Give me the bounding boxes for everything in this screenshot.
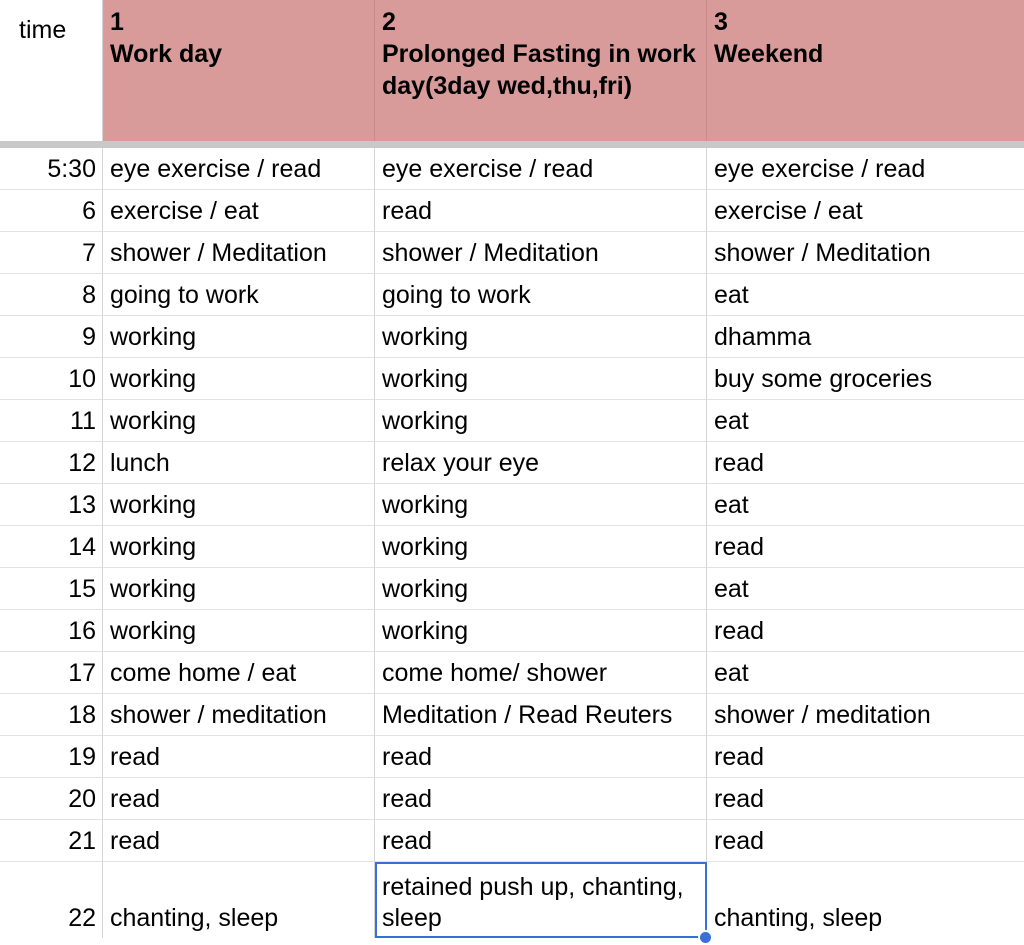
time-cell[interactable]: 16 xyxy=(0,610,103,652)
table-row xyxy=(0,568,1024,610)
work-day-cell[interactable]: shower / meditation xyxy=(103,694,375,736)
header-col3-number: 3 xyxy=(714,8,728,36)
time-cell[interactable]: 9 xyxy=(0,316,103,358)
work-day-cell[interactable]: working xyxy=(103,358,375,400)
weekend-cell[interactable]: eye exercise / read xyxy=(707,148,1024,190)
fasting-day-cell[interactable]: working xyxy=(375,316,707,358)
weekend-cell[interactable]: eat xyxy=(707,484,1024,526)
header-col1-number: 1 xyxy=(110,8,124,36)
time-cell[interactable]: 18 xyxy=(0,694,103,736)
fasting-day-cell[interactable]: going to work xyxy=(375,274,707,316)
work-day-cell[interactable]: working xyxy=(103,316,375,358)
table-row xyxy=(0,400,1024,442)
work-day-cell[interactable]: eye exercise / read xyxy=(103,148,375,190)
weekend-cell[interactable]: buy some groceries xyxy=(707,358,1024,400)
weekend-cell[interactable]: shower / Meditation xyxy=(707,232,1024,274)
weekend-cell[interactable]: eat xyxy=(707,652,1024,694)
work-day-cell[interactable]: read xyxy=(103,820,375,862)
table-row xyxy=(0,526,1024,568)
weekend-cell[interactable]: read xyxy=(707,526,1024,568)
weekend-cell[interactable]: eat xyxy=(707,568,1024,610)
work-day-cell[interactable]: going to work xyxy=(103,274,375,316)
weekend-cell[interactable]: read xyxy=(707,610,1024,652)
work-day-cell[interactable]: shower / Meditation xyxy=(103,232,375,274)
work-day-cell[interactable]: working xyxy=(103,526,375,568)
time-cell[interactable]: 21 xyxy=(0,820,103,862)
time-cell[interactable]: 17 xyxy=(0,652,103,694)
time-cell[interactable]: 22 xyxy=(0,862,103,938)
time-cell[interactable]: 13 xyxy=(0,484,103,526)
header-cell-time[interactable] xyxy=(0,0,103,141)
time-cell[interactable]: 7 xyxy=(0,232,103,274)
fasting-day-cell[interactable]: read xyxy=(375,820,707,862)
header-time-label: time xyxy=(19,16,67,44)
weekend-cell[interactable]: read xyxy=(707,442,1024,484)
weekend-cell[interactable]: dhamma xyxy=(707,316,1024,358)
work-day-cell[interactable]: lunch xyxy=(103,442,375,484)
work-day-cell[interactable]: working xyxy=(103,568,375,610)
weekend-cell[interactable]: read xyxy=(707,736,1024,778)
header-cell-col3[interactable] xyxy=(707,0,1024,141)
fasting-day-cell[interactable]: working xyxy=(375,568,707,610)
weekend-cell[interactable]: chanting, sleep xyxy=(714,904,883,932)
header-col1-title: Work day xyxy=(110,40,223,68)
table-row xyxy=(0,232,1024,274)
table-row xyxy=(0,190,1024,232)
header-col3-title: Weekend xyxy=(714,40,824,68)
table-row xyxy=(0,148,1024,190)
time-cell[interactable]: 5:30 xyxy=(0,148,103,190)
fasting-day-cell[interactable]: Meditation / Read Reuters xyxy=(375,694,707,736)
table-row xyxy=(0,442,1024,484)
work-day-cell[interactable]: exercise / eat xyxy=(103,190,375,232)
work-day-cell[interactable]: read xyxy=(103,736,375,778)
weekend-cell[interactable]: exercise / eat xyxy=(707,190,1024,232)
work-day-cell[interactable]: working xyxy=(103,484,375,526)
table-row xyxy=(0,316,1024,358)
work-day-cell[interactable]: come home / eat xyxy=(103,652,375,694)
fasting-day-cell[interactable]: read xyxy=(375,190,707,232)
time-cell[interactable]: 19 xyxy=(0,736,103,778)
table-row xyxy=(0,862,1024,938)
fasting-day-cell[interactable]: shower / Meditation xyxy=(375,232,707,274)
time-cell[interactable]: 12 xyxy=(0,442,103,484)
work-day-cell[interactable]: chanting, sleep xyxy=(103,862,375,938)
table-row xyxy=(0,736,1024,778)
fasting-day-cell[interactable]: working xyxy=(375,484,707,526)
frozen-row-divider[interactable] xyxy=(0,141,1024,148)
fasting-day-cell[interactable]: relax your eye xyxy=(375,442,707,484)
header-col2-title: Prolonged Fasting in work day(3day wed,thu,fri) xyxy=(382,40,696,100)
weekend-cell[interactable]: read xyxy=(707,778,1024,820)
fasting-day-cell[interactable]: working xyxy=(375,526,707,568)
work-day-cell[interactable]: working xyxy=(103,400,375,442)
selected-cell-text: retained push up, chanting, sleep xyxy=(382,873,684,932)
fasting-day-cell[interactable]: working xyxy=(375,358,707,400)
work-day-cell[interactable]: working xyxy=(103,610,375,652)
fasting-day-cell[interactable]: read xyxy=(375,736,707,778)
fasting-day-cell[interactable]: working xyxy=(375,400,707,442)
table-row xyxy=(0,358,1024,400)
time-cell[interactable]: 6 xyxy=(0,190,103,232)
header-col2-number: 2 xyxy=(382,8,396,36)
fasting-day-cell[interactable]: read xyxy=(375,778,707,820)
time-cell[interactable]: 11 xyxy=(0,400,103,442)
table-row xyxy=(0,652,1024,694)
weekend-cell[interactable]: read xyxy=(707,820,1024,862)
table-row xyxy=(0,820,1024,862)
header-cell-col2[interactable] xyxy=(375,0,707,141)
weekend-cell[interactable]: eat xyxy=(707,400,1024,442)
table-row xyxy=(0,484,1024,526)
time-cell[interactable]: 10 xyxy=(0,358,103,400)
fasting-day-cell[interactable]: working xyxy=(375,610,707,652)
time-cell[interactable]: 15 xyxy=(0,568,103,610)
time-cell[interactable]: 14 xyxy=(0,526,103,568)
table-row xyxy=(0,274,1024,316)
work-day-cell[interactable]: read xyxy=(103,778,375,820)
weekend-cell[interactable]: shower / meditation xyxy=(707,694,1024,736)
weekend-cell[interactable]: eat xyxy=(707,274,1024,316)
table-row xyxy=(0,778,1024,820)
table-row xyxy=(0,610,1024,652)
time-cell[interactable]: 20 xyxy=(0,778,103,820)
fasting-day-cell[interactable]: come home/ shower xyxy=(375,652,707,694)
time-cell[interactable]: 8 xyxy=(0,274,103,316)
fasting-day-cell[interactable]: eye exercise / read xyxy=(375,148,707,190)
header-cell-col1[interactable] xyxy=(103,0,375,141)
fasting-day-cell-selected[interactable] xyxy=(375,862,707,938)
table-row xyxy=(0,694,1024,736)
header-row xyxy=(0,0,1024,141)
